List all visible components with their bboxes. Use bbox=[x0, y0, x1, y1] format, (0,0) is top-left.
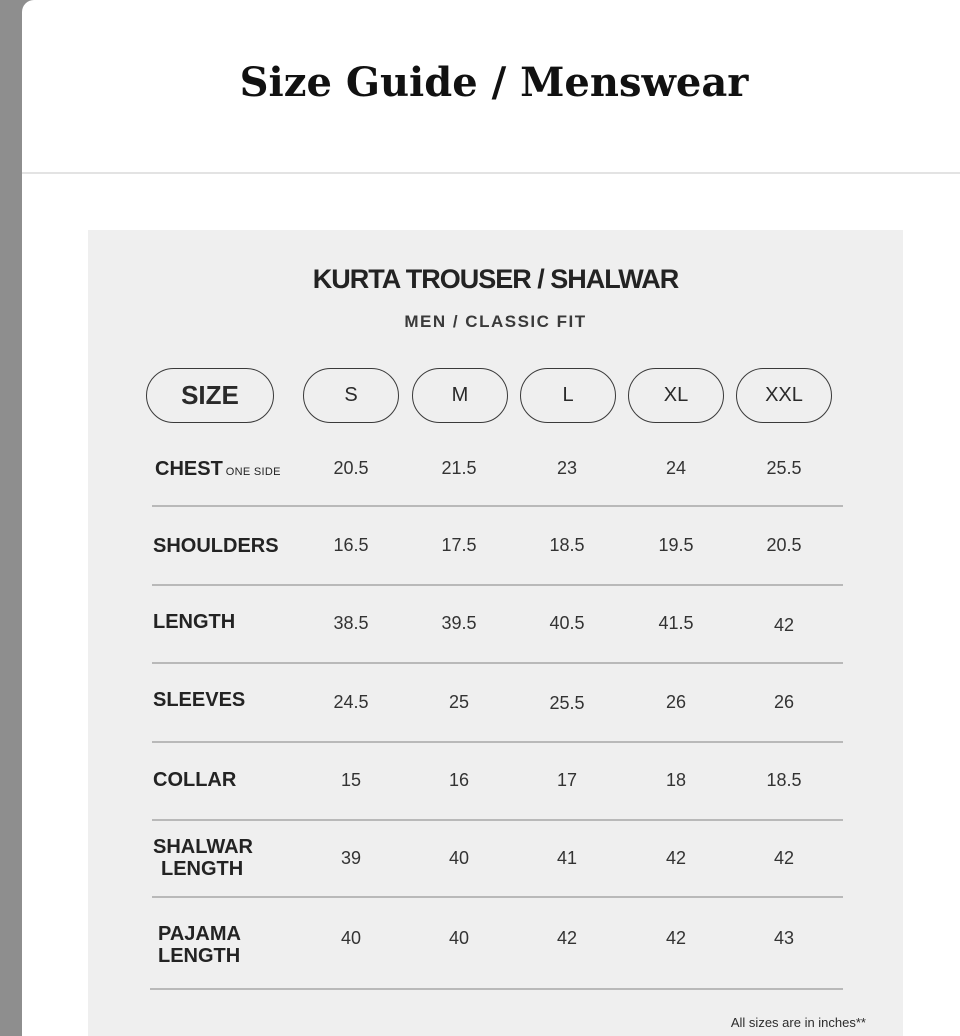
cell-shalwar-s: 39 bbox=[340, 848, 362, 868]
cell-pajama-xxl: 43 bbox=[773, 928, 795, 948]
row-divider bbox=[152, 819, 843, 821]
row-sublabel: ONE SIDE bbox=[225, 466, 281, 478]
cell-pajama-s: 40 bbox=[340, 928, 362, 948]
cell-sleeves-s: 24.5 bbox=[333, 692, 369, 712]
row-label-line2: LENGTH bbox=[161, 858, 244, 880]
row-divider bbox=[150, 988, 843, 990]
cell-shoulders-m: 17.5 bbox=[441, 535, 477, 555]
cell-sleeves-xxl: 26 bbox=[773, 692, 795, 712]
row-label-shoulders: SHOULDERS bbox=[153, 535, 279, 557]
row-divider bbox=[152, 505, 843, 507]
row-label-line1: PAJAMA bbox=[158, 923, 241, 945]
cell-length-m: 39.5 bbox=[441, 613, 477, 633]
row-label-line1: SHALWAR bbox=[153, 836, 253, 858]
row-divider bbox=[152, 741, 843, 743]
size-pill-s: S bbox=[303, 368, 399, 423]
cell-chest-xxl: 25.5 bbox=[766, 458, 802, 478]
cell-length-xxl: 42 bbox=[773, 615, 795, 635]
cell-length-xl: 41.5 bbox=[658, 613, 694, 633]
modal-header bbox=[22, 0, 960, 174]
size-pill-l: L bbox=[520, 368, 616, 423]
row-label-chest bbox=[155, 458, 281, 483]
cell-pajama-l: 42 bbox=[556, 928, 578, 948]
cell-chest-m: 21.5 bbox=[441, 458, 477, 478]
row-divider bbox=[152, 662, 843, 664]
cell-sleeves-l: 25.5 bbox=[549, 693, 585, 713]
cell-shalwar-m: 40 bbox=[448, 848, 470, 868]
cell-shoulders-s: 16.5 bbox=[333, 535, 369, 555]
size-pill-m: M bbox=[412, 368, 508, 423]
cell-sleeves-xl: 26 bbox=[665, 692, 687, 712]
cell-length-l: 40.5 bbox=[549, 613, 585, 633]
cell-sleeves-m: 25 bbox=[448, 692, 470, 712]
row-label-pajama-length bbox=[158, 923, 241, 967]
chart-subtitle: MEN / CLASSIC FIT bbox=[404, 312, 587, 331]
row-label-line2: LENGTH bbox=[158, 945, 241, 967]
cell-chest-s: 20.5 bbox=[333, 458, 369, 478]
size-header-pill: SIZE bbox=[146, 368, 274, 423]
row-divider bbox=[152, 584, 843, 586]
cell-shoulders-xxl: 20.5 bbox=[766, 535, 802, 555]
size-chart-image bbox=[88, 230, 903, 1036]
modal-title: Size Guide / Menswear bbox=[239, 58, 749, 106]
cell-collar-xl: 18 bbox=[665, 770, 687, 790]
cell-chest-l: 23 bbox=[556, 458, 578, 478]
cell-collar-m: 16 bbox=[448, 770, 470, 790]
cell-pajama-xl: 42 bbox=[665, 928, 687, 948]
cell-shoulders-l: 18.5 bbox=[549, 535, 585, 555]
cell-shalwar-xl: 42 bbox=[665, 848, 687, 868]
cell-pajama-m: 40 bbox=[448, 928, 470, 948]
row-label-shalwar-length bbox=[153, 836, 253, 880]
cell-shalwar-xxl: 42 bbox=[773, 848, 795, 868]
cell-collar-l: 17 bbox=[556, 770, 578, 790]
cell-collar-xxl: 18.5 bbox=[766, 770, 802, 790]
row-label-collar: COLLAR bbox=[153, 769, 237, 791]
chart-footnote: All sizes are in inches** bbox=[730, 1015, 866, 1030]
cell-shoulders-xl: 19.5 bbox=[658, 535, 694, 555]
size-pill-xxl: XXL bbox=[736, 368, 832, 423]
cell-collar-s: 15 bbox=[340, 770, 362, 790]
cell-shalwar-l: 41 bbox=[556, 848, 578, 868]
cell-chest-xl: 24 bbox=[665, 458, 687, 478]
row-label-text: CHEST bbox=[155, 458, 223, 480]
size-pill-xl: XL bbox=[628, 368, 724, 423]
chart-title: KURTA TROUSER / SHALWAR bbox=[312, 264, 679, 294]
cell-length-s: 38.5 bbox=[333, 613, 369, 633]
row-label-length: LENGTH bbox=[153, 611, 236, 633]
row-label-sleeves: SLEEVES bbox=[153, 689, 246, 711]
row-divider bbox=[152, 896, 843, 898]
size-guide-modal bbox=[22, 0, 960, 1036]
